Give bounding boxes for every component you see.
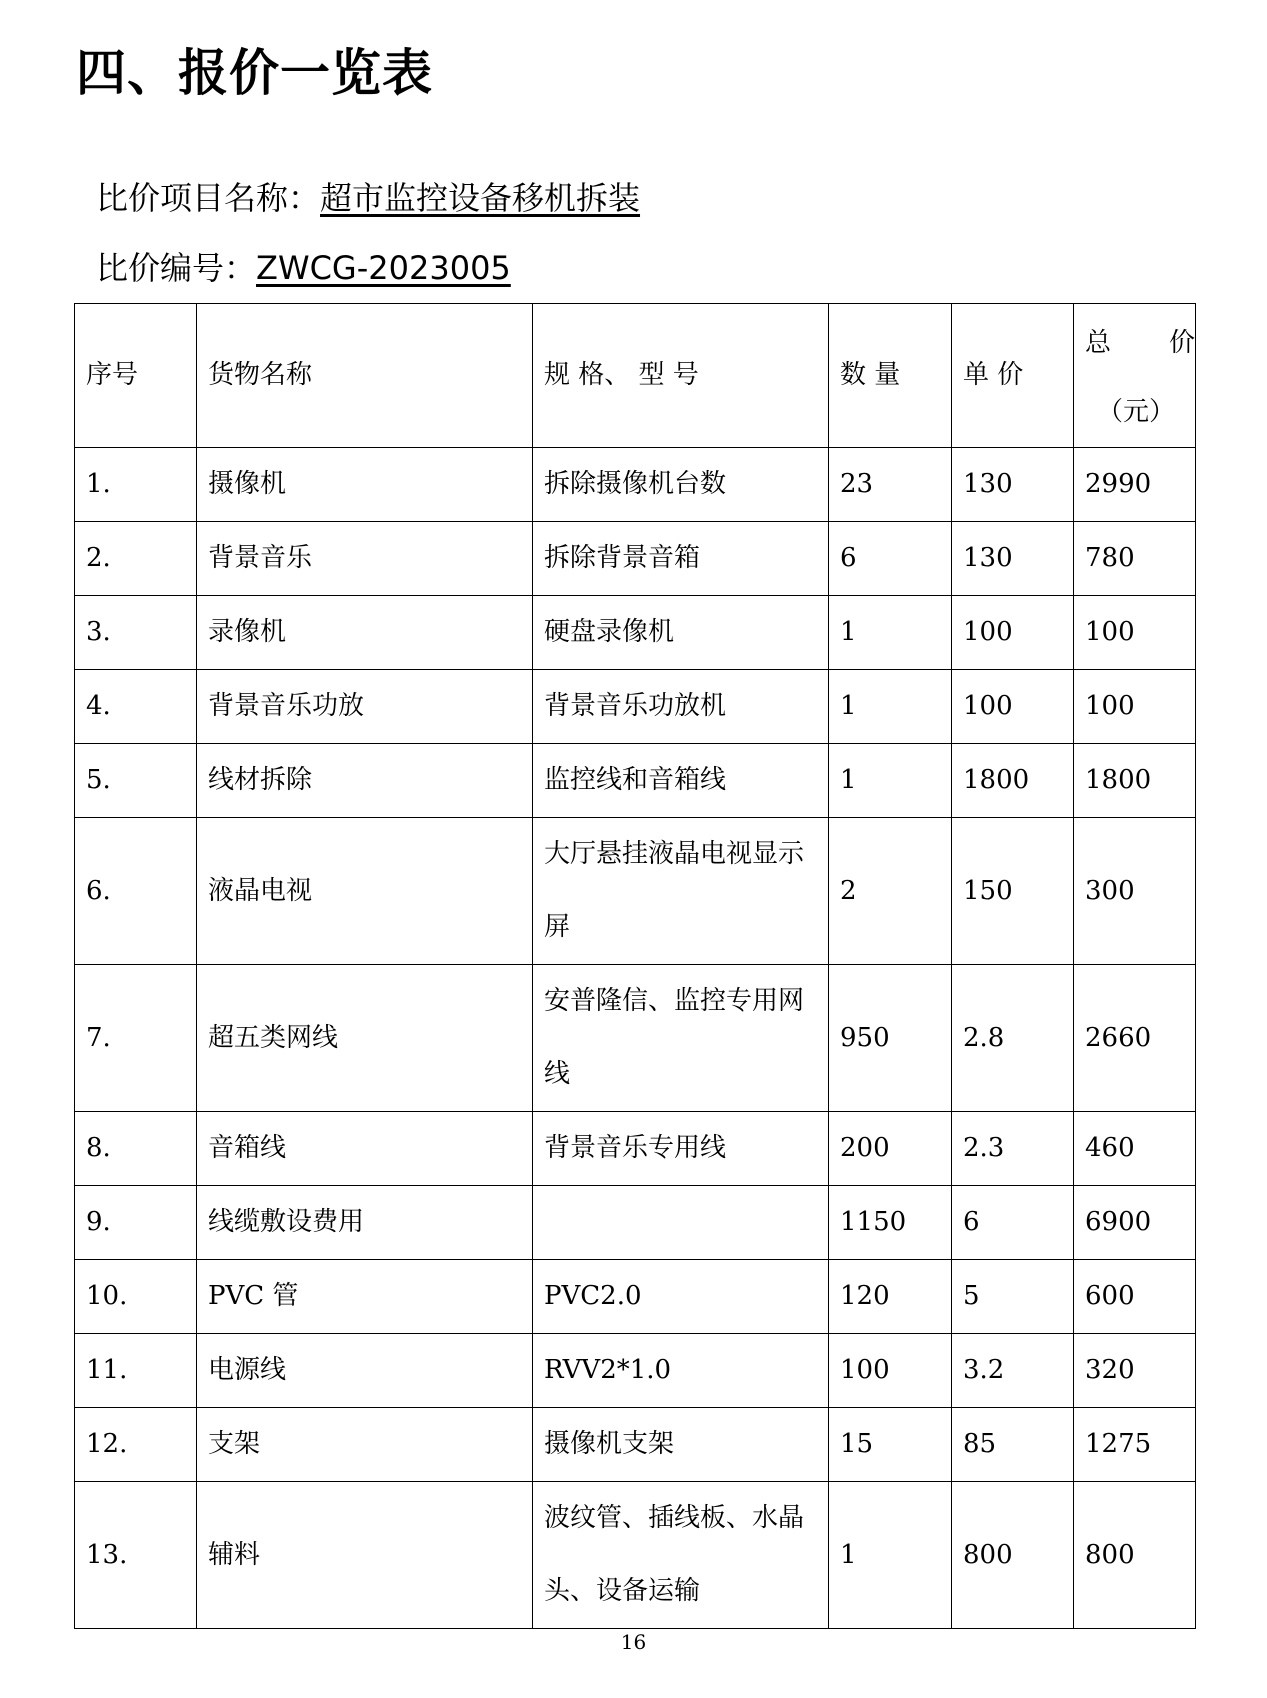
table-row xyxy=(75,1334,1196,1408)
quote-table xyxy=(74,303,1196,1629)
table-row xyxy=(75,744,1196,818)
cell-spec xyxy=(533,1186,829,1260)
project-code-line xyxy=(96,246,511,290)
table-row xyxy=(75,596,1196,670)
cell-name: 液晶电视 xyxy=(197,818,533,965)
cell-spec: 安普隆信、监控专用网线 xyxy=(533,965,829,1112)
cell-total: 6900 xyxy=(1074,1186,1196,1260)
table-row xyxy=(75,1260,1196,1334)
cell-spec: 监控线和音箱线 xyxy=(533,744,829,818)
cell-total: 320 xyxy=(1074,1334,1196,1408)
project-name-value: 超市监控设备移机拆装 xyxy=(320,179,641,217)
cell-name: 摄像机 xyxy=(197,448,533,522)
header-index: 序号 xyxy=(75,304,197,448)
table-row xyxy=(75,1408,1196,1482)
cell-name: 线缆敷设费用 xyxy=(197,1186,533,1260)
cell-unit-price: 6 xyxy=(952,1186,1074,1260)
cell-total: 2660 xyxy=(1074,965,1196,1112)
cell-qty: 6 xyxy=(829,522,952,596)
cell-unit-price: 100 xyxy=(952,670,1074,744)
header-total xyxy=(1074,304,1196,448)
cell-qty: 1 xyxy=(829,1482,952,1629)
cell-total: 1275 xyxy=(1074,1408,1196,1482)
header-total-part1: 总 xyxy=(1085,328,1112,358)
cell-total: 300 xyxy=(1074,818,1196,965)
table-row xyxy=(75,670,1196,744)
cell-index: 12. xyxy=(75,1408,197,1482)
cell-unit-price: 150 xyxy=(952,818,1074,965)
cell-qty: 200 xyxy=(829,1112,952,1186)
header-name: 货物名称 xyxy=(197,304,533,448)
cell-index: 10. xyxy=(75,1260,197,1334)
cell-qty: 23 xyxy=(829,448,952,522)
cell-unit-price: 5 xyxy=(952,1260,1074,1334)
header-qty: 数 量 xyxy=(829,304,952,448)
cell-index: 7. xyxy=(75,965,197,1112)
cell-total: 2990 xyxy=(1074,448,1196,522)
cell-index: 13. xyxy=(75,1482,197,1629)
cell-name: 背景音乐 xyxy=(197,522,533,596)
cell-index: 1. xyxy=(75,448,197,522)
cell-unit-price: 2.3 xyxy=(952,1112,1074,1186)
cell-name: 电源线 xyxy=(197,1334,533,1408)
table-row xyxy=(75,1112,1196,1186)
cell-qty: 1 xyxy=(829,670,952,744)
cell-total: 100 xyxy=(1074,670,1196,744)
cell-unit-price: 2.8 xyxy=(952,965,1074,1112)
project-code-label: 比价编号： xyxy=(96,249,257,287)
cell-unit-price: 130 xyxy=(952,522,1074,596)
cell-qty: 1150 xyxy=(829,1186,952,1260)
page-heading: 四、报价一览表 xyxy=(76,44,433,102)
table-row xyxy=(75,1186,1196,1260)
cell-index: 6. xyxy=(75,818,197,965)
header-total-unit: （元） xyxy=(1097,397,1176,427)
cell-name: 辅料 xyxy=(197,1482,533,1629)
cell-unit-price: 85 xyxy=(952,1408,1074,1482)
cell-name: 支架 xyxy=(197,1408,533,1482)
page-number: 16 xyxy=(620,1630,647,1654)
cell-spec: 拆除背景音箱 xyxy=(533,522,829,596)
cell-spec: 大厅悬挂液晶电视显示屏 xyxy=(533,818,829,965)
cell-qty: 950 xyxy=(829,965,952,1112)
cell-index: 3. xyxy=(75,596,197,670)
table-row xyxy=(75,965,1196,1112)
cell-spec: 拆除摄像机台数 xyxy=(533,448,829,522)
cell-spec: 硬盘录像机 xyxy=(533,596,829,670)
cell-name: 线材拆除 xyxy=(197,744,533,818)
cell-spec: 背景音乐专用线 xyxy=(533,1112,829,1186)
cell-spec: 摄像机支架 xyxy=(533,1408,829,1482)
cell-index: 4. xyxy=(75,670,197,744)
header-total-part2: 价 xyxy=(1168,328,1195,358)
cell-total: 780 xyxy=(1074,522,1196,596)
project-name-line xyxy=(96,176,640,220)
cell-total: 460 xyxy=(1074,1112,1196,1186)
cell-total: 100 xyxy=(1074,596,1196,670)
cell-qty: 120 xyxy=(829,1260,952,1334)
cell-unit-price: 3.2 xyxy=(952,1334,1074,1408)
cell-index: 8. xyxy=(75,1112,197,1186)
project-name-label: 比价项目名称： xyxy=(96,179,321,217)
table-row xyxy=(75,1482,1196,1629)
cell-qty: 15 xyxy=(829,1408,952,1482)
cell-total: 600 xyxy=(1074,1260,1196,1334)
table-header-row xyxy=(75,304,1196,448)
cell-unit-price: 130 xyxy=(952,448,1074,522)
cell-qty: 100 xyxy=(829,1334,952,1408)
cell-total: 800 xyxy=(1074,1482,1196,1629)
header-unit-price: 单 价 xyxy=(952,304,1074,448)
cell-spec: RVV2*1.0 xyxy=(533,1334,829,1408)
cell-qty: 2 xyxy=(829,818,952,965)
cell-index: 9. xyxy=(75,1186,197,1260)
cell-name: PVC 管 xyxy=(197,1260,533,1334)
cell-unit-price: 1800 xyxy=(952,744,1074,818)
cell-spec: 背景音乐功放机 xyxy=(533,670,829,744)
cell-total: 1800 xyxy=(1074,744,1196,818)
cell-spec: 波纹管、插线板、水晶头、设备运输 xyxy=(533,1482,829,1629)
table-row xyxy=(75,448,1196,522)
cell-qty: 1 xyxy=(829,744,952,818)
table-row xyxy=(75,522,1196,596)
cell-index: 11. xyxy=(75,1334,197,1408)
project-code-value: ZWCG-2023005 xyxy=(256,249,511,287)
table-row xyxy=(75,818,1196,965)
cell-unit-price: 800 xyxy=(952,1482,1074,1629)
cell-name: 超五类网线 xyxy=(197,965,533,1112)
cell-index: 5. xyxy=(75,744,197,818)
cell-name: 录像机 xyxy=(197,596,533,670)
cell-name: 背景音乐功放 xyxy=(197,670,533,744)
header-spec: 规 格、 型 号 xyxy=(533,304,829,448)
cell-name: 音箱线 xyxy=(197,1112,533,1186)
cell-qty: 1 xyxy=(829,596,952,670)
cell-unit-price: 100 xyxy=(952,596,1074,670)
cell-index: 2. xyxy=(75,522,197,596)
cell-spec: PVC2.0 xyxy=(533,1260,829,1334)
